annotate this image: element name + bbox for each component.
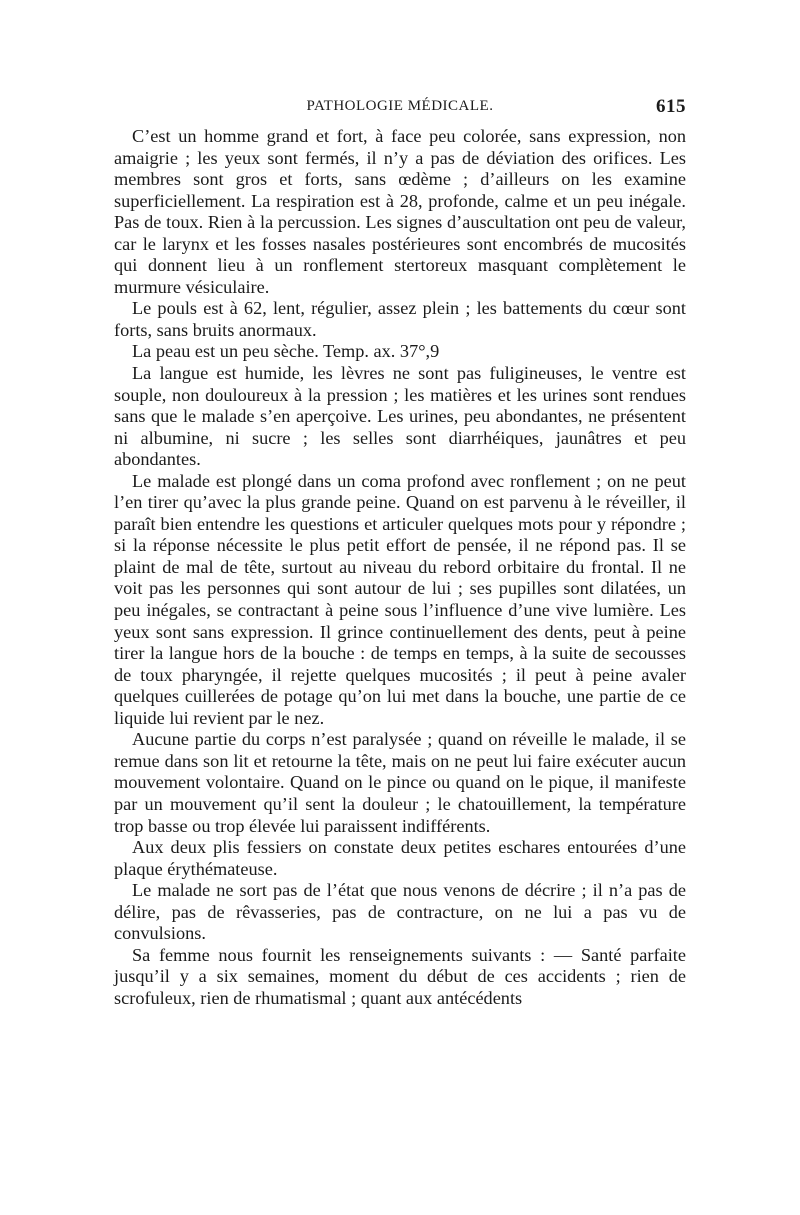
page-content bbox=[114, 98, 686, 1009]
paragraph: Le pouls est à 62, lent, régulier, assez plein ; les battements du cœur sont forts, sans bruits anormaux. bbox=[114, 298, 686, 340]
paragraph: La langue est humide, les lèvres ne sont pas fuligineuses, le ventre est souple, non douloureux à la pression ; les matières et les urines sont rendues sans que le malade s’en aperçoive. Les urines, peu abondantes, ne présentent ni albumine, ni sucre ; les selles sont diarrhéiques, jaunâtres et peu abondantes. bbox=[114, 363, 686, 470]
paragraph: Le malade ne sort pas de l’état que nous venons de décrire ; il n’a pas de délire, pas de rêvasseries, pas de contracture, on ne lui a pas vu de convulsions. bbox=[114, 880, 686, 944]
paragraph: Sa femme nous fournit les renseignements suivants : — Santé parfaite jusqu’il y a six semaines, moment du début de ces accidents ; rien de scrofuleux, rien de rhumatismal ; quant aux antécédents bbox=[114, 944, 686, 1008]
paragraph: Le malade est plongé dans un coma profond avec ronflement ; on ne peut l’en tirer qu’avec la plus grande peine. Quand on est parvenu à le réveiller, il paraît bien entendre les questions et articuler quelques mots pour y répondre ; si la réponse nécessite le plus petit effort de pensée, il ne répond pas. Il se plaint de mal de tête, surtout au niveau du rebord orbitaire du frontal. Il ne voit pas les personnes qui sont autour de lui ; ses pupilles sont dilatées, un peu inégales, se contractant à peine sous l’influence d’une vive lumière. Les yeux sont sans expression. Il grince continuellement des dents, peut à peine tirer la langue hors de la bouche : de temps en temps, à la suite de secousses de toux pharyngée, il rejette quelques mucosités ; il peut à peine avaler quelques cuillerées de potage qu’on lui met dans la bouche, une partie de ce liquide lui revient par le nez. bbox=[114, 470, 686, 728]
running-title: PATHOLOGIE MÉDICALE. bbox=[306, 98, 494, 114]
paragraph: C’est un homme grand et fort, à face peu colorée, sans expression, non amaigrie ; les yeux sont fermés, il n’y a pas de déviation des orifices. Les membres sont gros et forts, sans œdème ; d’ailleurs on les examine superficiellement. La respiration est à 28, profonde, calme et un peu inégale. Pas de toux. Rien à la percussion. Les signes d’auscultation ont peu de valeur, car le larynx et les fosses nasales postérieures sont encombrés de mucosités qui donnent lieu à un ronflement stertoreux masquant complètement le murmure vésiculaire. bbox=[114, 126, 686, 297]
paragraph: La peau est un peu sèche. Temp. ax. 37°,9 bbox=[132, 341, 440, 362]
paragraph: Aux deux plis fessiers on constate deux petites eschares entourées d’une plaque érythémateuse. bbox=[114, 837, 686, 879]
running-header bbox=[114, 98, 686, 122]
body-text bbox=[114, 126, 686, 1009]
paragraph: Aucune partie du corps n’est paralysée ; quand on réveille le malade, il se remue dans son lit et retourne la tête, mais on ne peut lui faire exécuter aucun mouvement volontaire. Quand on le pince ou quand on le pique, il manifeste par un mouvement qu’il sent la douleur ; le chatouillement, la température trop basse ou trop élevée lui paraissent indifférents. bbox=[114, 729, 686, 836]
page-number: 615 bbox=[656, 96, 686, 117]
